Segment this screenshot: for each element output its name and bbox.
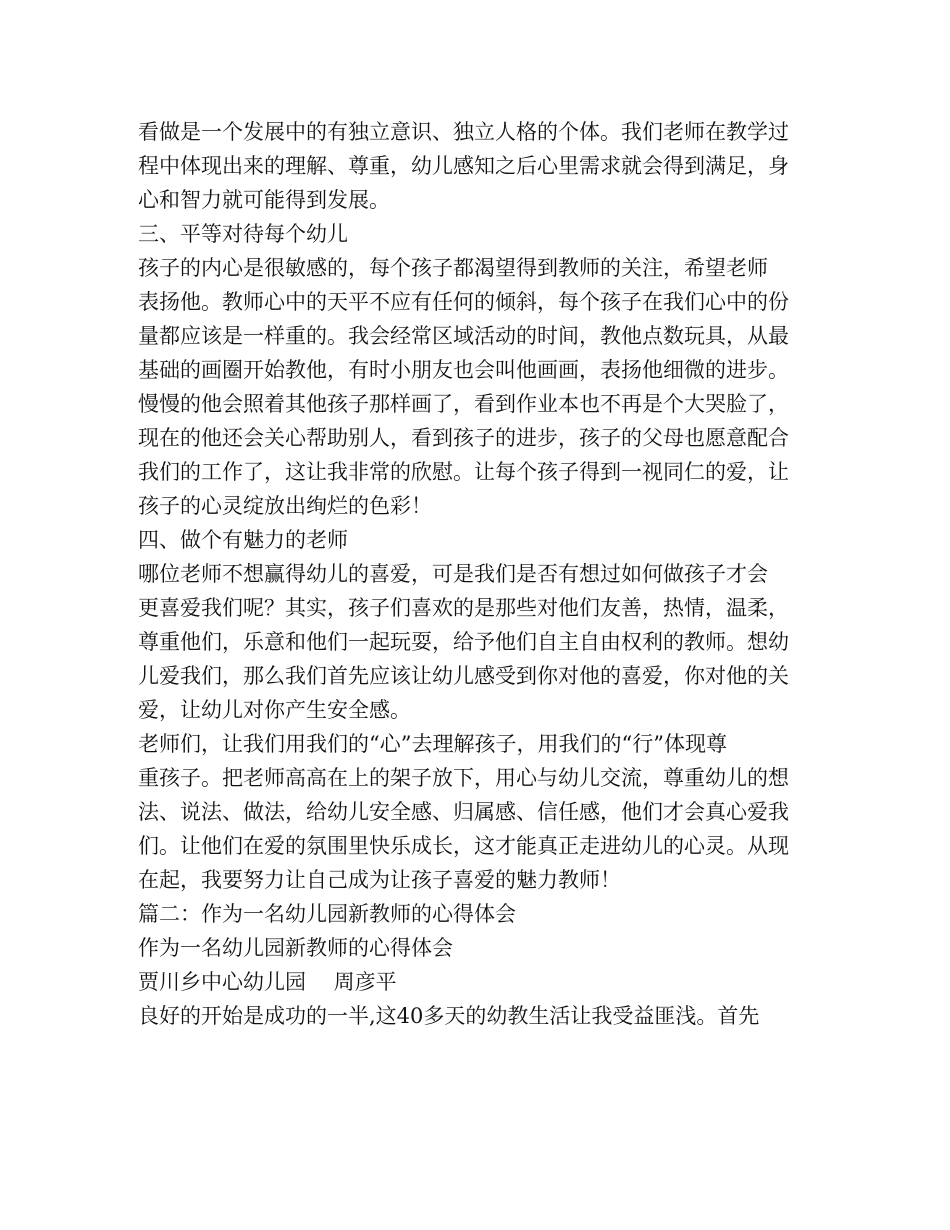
text-line: 尊重他们，乐意和他们一起玩耍，给予他们自主自由权利的教师。想幼: [138, 630, 789, 654]
article-title: 篇二：作为一名幼儿园新教师的心得体会: [138, 902, 516, 926]
text-line: 量都应该是一样重的。我会经常区域活动的时间，教他点数玩具，从最: [138, 324, 789, 348]
text-line: 基础的画圈开始教他，有时小朋友也会叫他画画，表扬他细微的进步。: [138, 358, 789, 382]
text-line: 现在的他还会关心帮助别人，看到孩子的进步，孩子的父母也愿意配合: [138, 426, 789, 450]
text-line: 重孩子。把老师高高在上的架子放下，用心与幼儿交流，尊重幼儿的想: [138, 766, 789, 790]
text-line: 我们的工作了，这让我非常的欣慰。让每个孩子得到一视同仁的爱，让: [138, 460, 789, 484]
text-line: 们。让他们在爱的氛围里快乐成长，这才能真正走进幼儿的心灵。从现: [138, 834, 789, 858]
section-heading: 三、平等对待每个幼儿: [138, 222, 348, 246]
author-line: 贾川乡中心幼儿园 周彦平: [138, 970, 397, 994]
text-line: 心和智力就可能得到发展。: [138, 188, 390, 212]
article-subtitle: 作为一名幼儿园新教师的心得体会: [138, 936, 453, 960]
text-line: 在起，我要努力让自己成为让孩子喜爱的魅力教师！: [138, 868, 621, 892]
text-line: 看做是一个发展中的有独立意识、独立人格的个体。我们老师在教学过: [138, 120, 789, 144]
text-line: 儿爱我们，那么我们首先应该让幼儿感受到你对他的喜爱，你对他的关: [138, 664, 789, 688]
text-line: 慢慢的他会照着其他孩子那样画了，看到作业本也不再是个大哭脸了，: [138, 392, 789, 416]
text-line: 孩子的心灵绽放出绚烂的色彩！: [138, 494, 432, 518]
text-line: 爱，让幼儿对你产生安全感。: [138, 698, 411, 722]
text-line: 程中体现出来的理解、尊重，幼儿感知之后心里需求就会得到满足，身: [138, 154, 789, 178]
text-line: 更喜爱我们呢？其实，孩子们喜欢的是那些对他们友善，热情，温柔，: [138, 596, 789, 620]
section-heading: 四、做个有魅力的老师: [138, 528, 348, 552]
text-line: 良好的开始是成功的一半,这40多天的幼教生活让我受益匪浅。首先: [138, 1004, 760, 1028]
text-line: 哪位老师不想赢得幼儿的喜爱，可是我们是否有想过如何做孩子才会: [138, 562, 768, 586]
text-line: 老师们，让我们用我们的“心”去理解孩子，用我们的“行”体现尊: [138, 732, 727, 756]
document-body: [138, 115, 818, 1033]
text-line: 表扬他。教师心中的天平不应有任何的倾斜，每个孩子在我们心中的份: [138, 290, 789, 314]
text-line: 法、说法、做法，给幼儿安全感、归属感、信任感，他们才会真心爱我: [138, 800, 789, 824]
text-line: 孩子的内心是很敏感的，每个孩子都渴望得到教师的关注，希望老师: [138, 256, 768, 280]
